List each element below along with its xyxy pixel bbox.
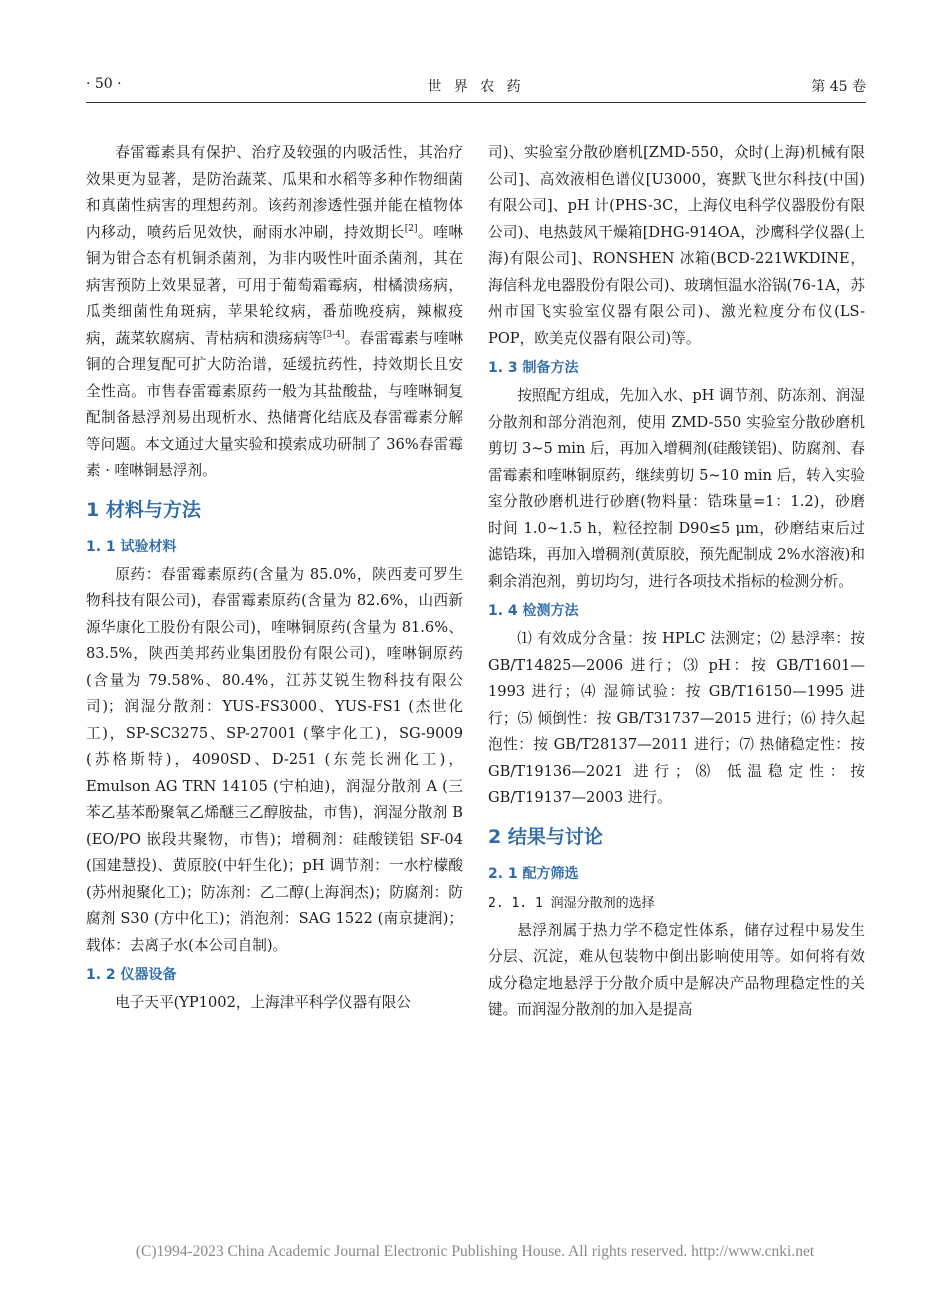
section-1-2-heading: 1. 2 仪器设备 [86, 967, 177, 983]
volume-label: 第 45 卷 [811, 79, 866, 95]
materials-paragraph: 原药：春雷霉素原药(含量为 85.0%，陕西麦可罗生物科技有限公司)，春雷霉素原药(含量为 82.6%，山西新源华康化工股份有限公司)，喹啉铜原药(含量为 81.6%、83.5%，陕西美邦药业集团股份有限公司)，喹啉铜原药(含量为 79.58%、80.4%，江苏艾锐生物科技有限公司)；润湿分散剂：YUS-FS3000、YUS-FS1 (杰世化工)，SP-SC3275、SP-27001 (擎宇化工)，SG-9009 (苏格斯特)，4090SD、D-251 (东莞长洲化工)，Emulson AG TRN 14105 (宁柏迪)，润湿分散剂 A (三苯乙基苯酚聚氧乙烯醚三乙醇胺盐，市售)，润湿分散剂 B (EO/PO 嵌段共聚物，市售)；增稠剂：硅酸镁铝 SF-04 (国建慧投)、黄原胶(中轩生化)；pH 调节剂：一水柠檬酸(苏州昶聚化工)；防冻剂：乙二醇(上海润杰)；防腐剂：防腐剂 S30 (方中化工)；消泡剂：SAG 1522 (南京捷润)；载体：去离子水(本公司自制)。 [86, 565, 463, 954]
methods-paragraph: ⑴ 有效成分含量：按 HPLC 法测定；⑵ 悬浮率：按 GB/T14825—2006 进行；⑶ pH：按 GB/T1601—1993 进行；⑷ 湿筛试验：按 GB/T16150—1995 进行；⑸ 倾倒性：按 GB/T31737—2015 进行；⑹ 持久起泡性：按 GB/T28137—2011 进行；⑺ 热储稳定性：按 GB/T19136—2021 进行；⑻ 低温稳定性：按 GB/T19137—2003 进行。 [488, 630, 865, 806]
right-column [488, 140, 865, 1024]
citation-3-4[interactable]: [3-4] [322, 329, 345, 340]
section-1-heading: 1 材料与方法 [86, 498, 201, 521]
section-1-1-heading: 1. 1 试验材料 [86, 538, 177, 555]
intro-text-b: 。喹啉铜为钳合态有机铜杀菌剂，为非内吸性叶面杀菌剂，其在病害预防上效果显著，可用于葡萄霜霉病，柑橘溃疡病，瓜类细菌性角斑病，苹果轮纹病，番茄晚疫病，辣椒疫病，蔬菜软腐病、青枯病和溃疡病等 [86, 223, 463, 347]
journal-name: 世 界 农 药 [427, 79, 525, 95]
section-2-heading: 2 结果与讨论 [488, 825, 603, 848]
citation-2[interactable]: [2] [404, 223, 418, 234]
discussion-paragraph: 悬浮剂属于热力学不稳定性体系，储存过程中易发生分层、沉淀，难从包装物中倒出影响使用等。如何将有效成分稳定地悬浮于分散介质中是解决产品物理稳定性的关键。而润湿分散剂的加入是提高 [488, 921, 865, 1018]
section-1-3-heading: 1. 3 制备方法 [488, 360, 579, 376]
equipment-paragraph-continued: 司)、实验室分散砂磨机[ZMD-550，众时(上海)机械有限公司]、高效液相色谱仪[U3000，赛默飞世尔科技(中国)有限公司]、pH 计(PHS-3C，上海仪电科学仪器股份有限公司)、电热鼓风干燥箱[DHG-914OA，沙鹰科学仪器(上海)有限公司]、RONSHEN 冰箱(BCD-221WKDINE，海信科龙电器股份有限公司)、玻璃恒温水浴锅(76-1A，苏州市国飞实验室仪器有限公司)、激光粒度分布仪(LS-POP，欧美克仪器有限公司)等。 [488, 144, 865, 347]
section-1-4-heading: 1. 4 检测方法 [488, 603, 579, 619]
left-column [86, 140, 463, 1017]
page-number: · 50 · [86, 76, 122, 92]
preparation-paragraph: 按照配方组成，先加入水、pH 调节剂、防冻剂、润湿分散剂和部分消泡剂，使用 ZMD-550 实验室分散砂磨机剪切 3~5 min 后，再加入增稠剂(硅酸镁铝)、防腐剂、春雷霉素和喹啉铜原药，继续剪切 5~10 min 后，转入实验室分散砂磨机进行砂磨(物料量：锆珠量=1：1.2)，砂磨时间 1.0~1.5 h，粒径控制 D90≤5 μm，砂磨结束后过滤锆珠，再加入增稠剂(黄原胶，预先配制成 2%水溶液)和剩余消泡剂，剪切均匀，进行各项技术指标的检测分析。 [488, 387, 865, 590]
section-2-1-heading: 2. 1 配方筛选 [488, 865, 579, 882]
header-rule [86, 102, 866, 103]
running-header [86, 72, 866, 98]
intro-text-a: 春雷霉素具有保护、治疗及较强的内吸活性，其治疗效果更为显著，是防治蔬菜、瓜果和水稻等多种作物细菌和真菌性病害的理想药剂。该药剂渗透性强并能在植物体内移动，喷药后见效快，耐雨水冲刷，持效期长 [86, 144, 463, 241]
intro-text-c: 。春雷霉素与喹啉铜的合理复配可扩大防治谱，延缓抗药性，持效期长且安全性高。市售春雷霉素原药一般为其盐酸盐，与喹啉铜复配制备悬浮剂易出现析水、热储膏化结底及春雷霉素分解等问题。本文通过大量实验和摸索成功研制了 36%春雷霉素 · 喹啉铜悬浮剂。 [86, 329, 463, 479]
equipment-paragraph-start: 电子天平(YP1002，上海津平科学仪器有限公 [115, 994, 411, 1011]
section-2-1-1-heading: 2. 1. 1 润湿分散剂的选择 [488, 895, 655, 911]
copyright-footer: (C)1994-2023 China Academic Journal Electronic Publishing House. All rights reserved. http://www.cnki.net [135, 1243, 815, 1260]
intro-paragraph [86, 140, 463, 485]
